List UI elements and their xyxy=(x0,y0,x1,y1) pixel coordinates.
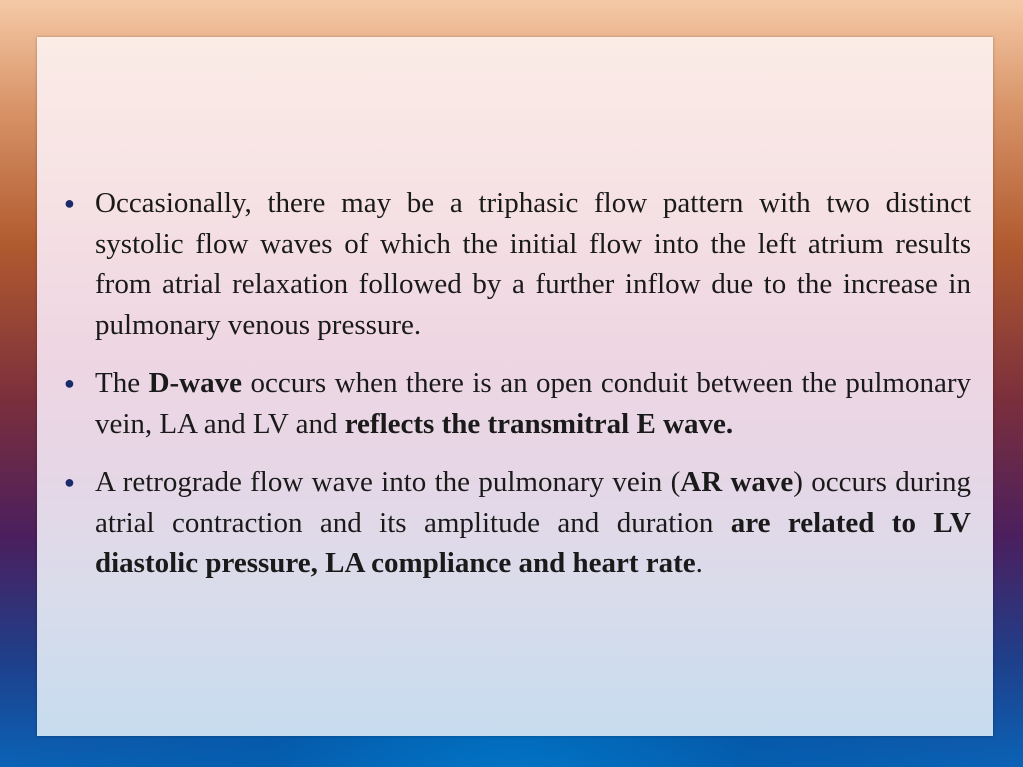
bullet-text-bold: AR wave xyxy=(680,466,794,498)
bullet-text-bold: D-wave xyxy=(148,367,242,399)
bullet-text-bold: reflects the transmitral E wave. xyxy=(344,407,734,440)
bullet-list xyxy=(64,183,972,602)
bullet-text: occurs when there is an open conduit between the pulmonary vein, LA and LV and xyxy=(95,367,972,440)
slide-content-panel xyxy=(37,37,993,736)
bullet-item-triphasic xyxy=(64,183,971,345)
bullet-text: The xyxy=(95,367,149,399)
bullet-dot-icon: ● xyxy=(64,373,75,393)
bullet-text: . xyxy=(695,547,703,579)
bullet-item-d-wave xyxy=(64,363,972,444)
bullet-text-bold: are related to LV diastolic pressure, LA compliance and heart rate xyxy=(95,506,971,579)
bullet-item-ar-wave xyxy=(64,462,971,584)
bullet-text: ) occurs during atrial contraction and its amplitude and duration xyxy=(95,466,971,539)
bullet-dot-icon: ● xyxy=(64,193,75,213)
bullet-text: A retrograde flow wave into the pulmonary vein ( xyxy=(95,466,681,498)
bullet-text: Occasionally, there may be a triphasic flow pattern with two distinct systolic flow waves of which the initial flow into the left atrium results from atrial relaxation followed by a further inflow due to the increase in pulmonary venous pressure. xyxy=(95,187,971,341)
bullet-dot-icon: ● xyxy=(64,472,75,492)
